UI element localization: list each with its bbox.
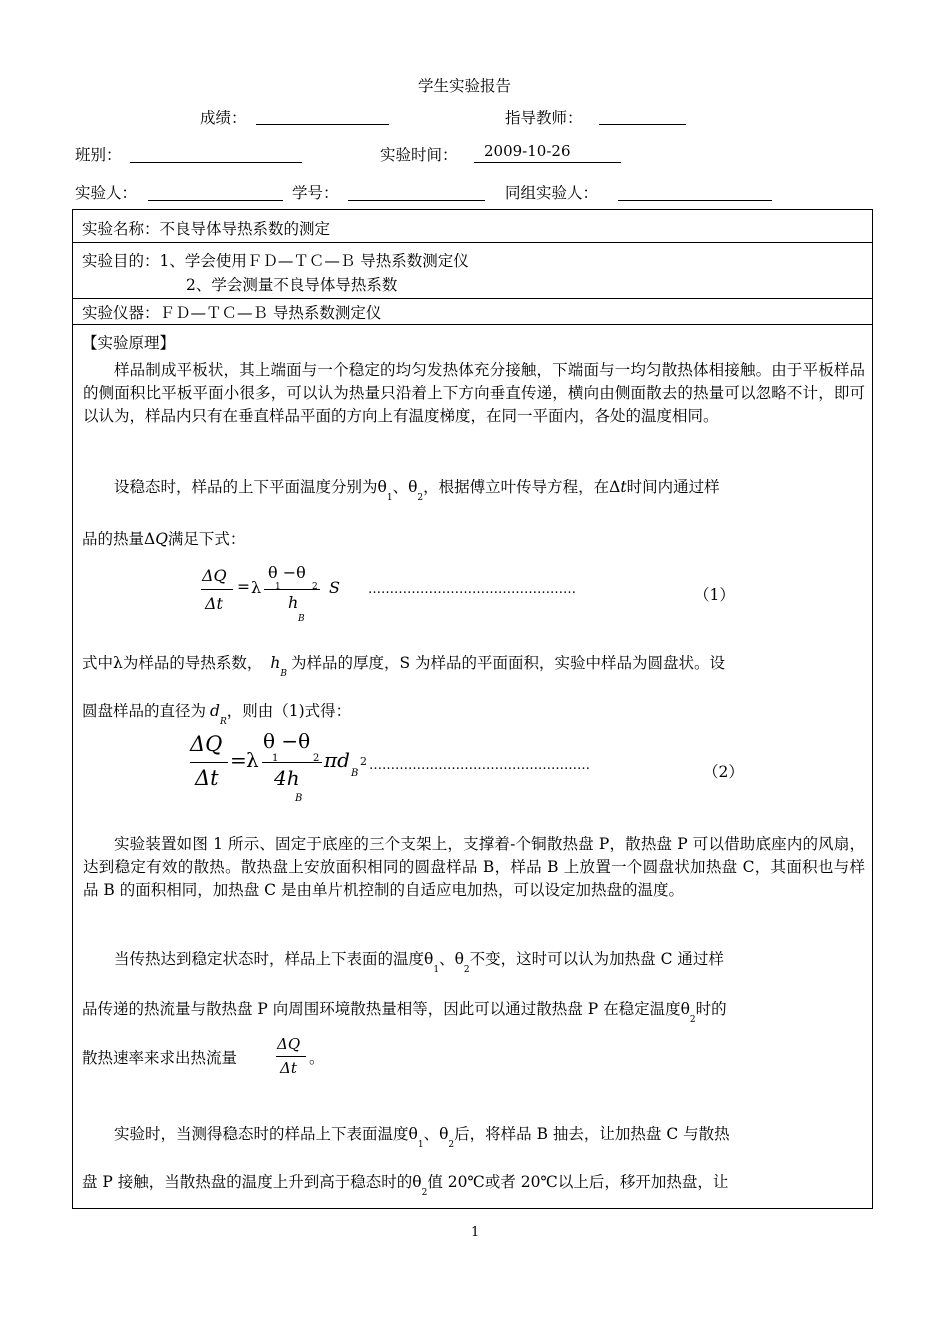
eq2-subB: B xyxy=(295,793,303,804)
student-id-field[interactable] xyxy=(348,180,485,201)
principle-paragraph-10: 实验时，当测得稳态时的样品上下表面温度$\theta_1$、$\theta_2$后，将样品 B 抽去，让加热盘 C 与散热 xyxy=(114,1125,730,1150)
eq2-sup2: 2 xyxy=(360,755,367,768)
principle-paragraph-9: 散热速率来求出热流量 xyxy=(82,1049,238,1067)
eq1-theta-diff: θ −θ xyxy=(268,563,306,582)
report-table xyxy=(72,209,873,1209)
eq2-number: （2） xyxy=(703,763,744,781)
eq2-denominator-dt: Δt xyxy=(195,766,219,790)
teacher-label: 指导教师： xyxy=(505,109,583,127)
experiment-name: 实验名称：不良导体导热系数的测定 xyxy=(82,220,331,238)
eq2-equals: = xyxy=(230,748,247,772)
principle-paragraph-11: 盘 P 接触，当散热盘的温度上升到高于稳态时的$\theta_2$值 20℃或者 20℃以上后，移开加热盘，让 xyxy=(82,1173,729,1198)
divider xyxy=(73,242,872,243)
eq1-numerator-dq: ΔQ xyxy=(202,566,227,585)
principle-paragraph-9-end: 。 xyxy=(309,1049,325,1067)
eq2-pi-d: πd xyxy=(324,748,350,772)
eq1-sub2: 2 xyxy=(312,582,318,592)
page-number: 1 xyxy=(471,1225,480,1240)
divider xyxy=(73,298,872,299)
eq1-denominator-dt: Δt xyxy=(205,594,223,613)
inline-fraction xyxy=(276,1035,310,1081)
principle-heading: 【实验原理】 xyxy=(82,334,176,352)
eq1-equals: = xyxy=(237,578,250,596)
eq2-dots: …………………………………………… xyxy=(369,758,590,773)
student-id-label: 学号： xyxy=(292,184,339,202)
principle-paragraph-8: 品传递的热流量与散热盘 P 向周围环境散热量相等，因此可以通过散热盘 P 在稳定温度$\theta_2$时的 xyxy=(82,1000,727,1025)
eq2-theta-diff: θ −θ xyxy=(263,729,311,753)
eq2-numerator-dq: ΔQ xyxy=(190,732,223,756)
principle-paragraph-5: 圆盘样品的直径为 $d_R$，则由（1)式得： xyxy=(82,702,352,727)
eq1-lambda: λ xyxy=(251,578,262,597)
eq1-s: S xyxy=(329,578,340,597)
experimenter-field[interactable] xyxy=(148,180,283,201)
principle-paragraph-3: 品的热量ΔQ满足下式： xyxy=(82,530,246,548)
experimenter-label: 实验人： xyxy=(75,184,138,202)
eq1-dots: ………………………………………… xyxy=(368,582,576,597)
class-label: 班别： xyxy=(75,146,122,164)
eq2-sub1: 1 xyxy=(272,753,279,764)
eq1-sub1: 1 xyxy=(275,582,281,592)
inline-dt: Δt xyxy=(280,1059,297,1077)
inline-dq: ΔQ xyxy=(277,1035,301,1053)
page-title: 学生实验报告 xyxy=(418,77,512,95)
eq2-lambda: λ xyxy=(246,748,259,772)
experiment-purpose-2: 2、学会测量不良导体导热系数 xyxy=(186,276,398,294)
experiment-instrument: 实验仪器：ＦＤ—ＴＣ—Ｂ 导热系数测定仪 xyxy=(82,304,382,322)
class-field[interactable] xyxy=(130,142,302,163)
partner-field[interactable] xyxy=(618,180,772,201)
time-value: 2009-10-26 xyxy=(484,142,571,160)
principle-paragraph-7: 当传热达到稳定状态时，样品上下表面的温度$\theta_1$、$\theta_2$不变，这时可以认为加热盘 C 通过样 xyxy=(114,950,724,975)
principle-paragraph-2: 设稳态时，样品的上下平面温度分别为$\theta_1$、$\theta_2$，根据傅立叶传导方程，在Δt时间内通过样 xyxy=(114,478,720,503)
grade-label: 成绩： xyxy=(200,109,247,127)
partner-label: 同组实验人： xyxy=(505,184,599,202)
eq2-sub2: 2 xyxy=(313,753,320,764)
equation-2 xyxy=(188,728,748,818)
eq1-h: h xyxy=(288,593,299,612)
experiment-purpose-1: 实验目的：1、学会使用ＦＤ—ＴＣ—Ｂ 导热系数测定仪 xyxy=(82,252,469,270)
time-label: 实验时间： xyxy=(380,146,458,164)
grade-field[interactable] xyxy=(256,104,389,125)
time-field[interactable] xyxy=(474,142,621,163)
principle-paragraph-4: 式中λ为样品的导热系数， $h_B$为样品的厚度，S 为样品的平面面积，实验中样品为圆盘状。设 xyxy=(82,654,725,679)
eq2-4h: 4h xyxy=(274,766,300,790)
principle-paragraph-6: 实验装置如图 1 所示、固定于底座的三个支架上，支撑着-个铜散热盘 P，散热盘 P 可以借助底座内的风扇，达到稳定有效的散热。散热盘上安放面积相同的圆盘样品 B，样品 B 上放置一个圆盘状加热盘 C，其面积也与样品 B 的面积相同，加热盘 C 是由单片机控制的自适应电加热，可以设定加热盘的温度。 xyxy=(83,835,865,899)
eq2-subB2: B xyxy=(351,768,359,779)
teacher-field[interactable] xyxy=(599,104,686,125)
principle-paragraph-1: 样品制成平板状，其上端面与一个稳定的均匀发热体充分接触，下端面与一均匀散热体相接触。由于平板样品的侧面积比平板平面小很多，可以认为热量只沿着上下方向垂直传递，横向由侧面散去的热量可以忽略不计，即可以认为，样品内只有在垂直样品平面的方向上有温度梯度，在同一平面内，各处的温度相同。 xyxy=(83,361,865,425)
eq1-number: （1） xyxy=(694,586,735,604)
eq1-subB: B xyxy=(298,614,305,624)
equation-1 xyxy=(198,563,735,634)
divider xyxy=(73,324,872,325)
